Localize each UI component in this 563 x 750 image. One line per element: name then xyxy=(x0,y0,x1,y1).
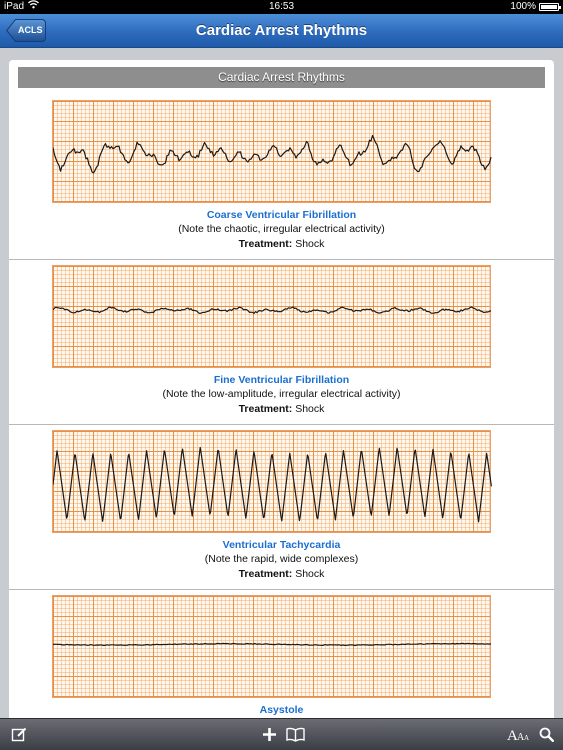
device-name: iPad xyxy=(4,1,25,12)
status-bar xyxy=(0,0,563,14)
ecg-trace-vtach xyxy=(53,431,492,534)
navigation-bar xyxy=(0,14,563,48)
treatment-value: Shock xyxy=(295,403,325,415)
ecg-trace-asystole xyxy=(53,596,492,699)
page-title: Cardiac Arrest Rhythms xyxy=(195,22,368,39)
content-area[interactable] xyxy=(0,48,563,718)
back-button-label: ACLS xyxy=(18,25,43,35)
ecg-strip xyxy=(52,100,491,203)
rhythm-treatment xyxy=(9,568,554,580)
compose-icon[interactable] xyxy=(11,726,28,748)
divider xyxy=(9,259,554,260)
battery-icon xyxy=(539,3,559,11)
rhythm-name[interactable]: Fine Ventricular Fibrillation xyxy=(213,374,350,386)
svg-text:A: A xyxy=(524,734,530,742)
battery-percent: 100% xyxy=(510,1,536,12)
treatment-value: Shock xyxy=(295,568,325,580)
rhythm-note: (Note the chaotic, irregular electrical activity) xyxy=(178,223,385,235)
ecg-strip xyxy=(52,430,491,533)
rhythm-note: (Note the low-amplitude, irregular electrical activity) xyxy=(162,388,401,400)
rhythm-note: (Note the rapid, wide complexes) xyxy=(204,553,359,565)
bookmarks-icon[interactable] xyxy=(286,727,305,747)
rhythm-treatment xyxy=(9,403,554,415)
treatment-value: Shock xyxy=(295,238,325,250)
treatment-label: Treatment: xyxy=(238,568,293,580)
text-size-icon[interactable] xyxy=(507,726,531,748)
status-time: 16:53 xyxy=(268,1,295,12)
treatment-label: Treatment: xyxy=(238,403,293,415)
svg-text:A: A xyxy=(507,728,518,743)
search-icon[interactable] xyxy=(539,727,554,747)
rhythm-name[interactable]: Ventricular Tachycardia xyxy=(222,539,341,551)
divider xyxy=(9,424,554,425)
section-header: Cardiac Arrest Rhythms xyxy=(18,67,545,88)
ecg-trace-fine-vf xyxy=(53,266,492,369)
divider xyxy=(9,589,554,590)
rhythm-treatment xyxy=(9,238,554,250)
add-icon[interactable] xyxy=(262,727,277,747)
ecg-strip xyxy=(52,265,491,368)
rhythm-name[interactable]: Coarse Ventricular Fibrillation xyxy=(206,209,357,221)
content-card xyxy=(9,60,554,718)
ecg-trace-coarse-vf xyxy=(53,101,492,204)
svg-text:A: A xyxy=(517,732,525,743)
bottom-toolbar xyxy=(0,718,563,750)
treatment-label: Treatment: xyxy=(238,238,293,250)
rhythm-name[interactable]: Asystole xyxy=(259,704,304,716)
ecg-strip xyxy=(52,595,491,698)
